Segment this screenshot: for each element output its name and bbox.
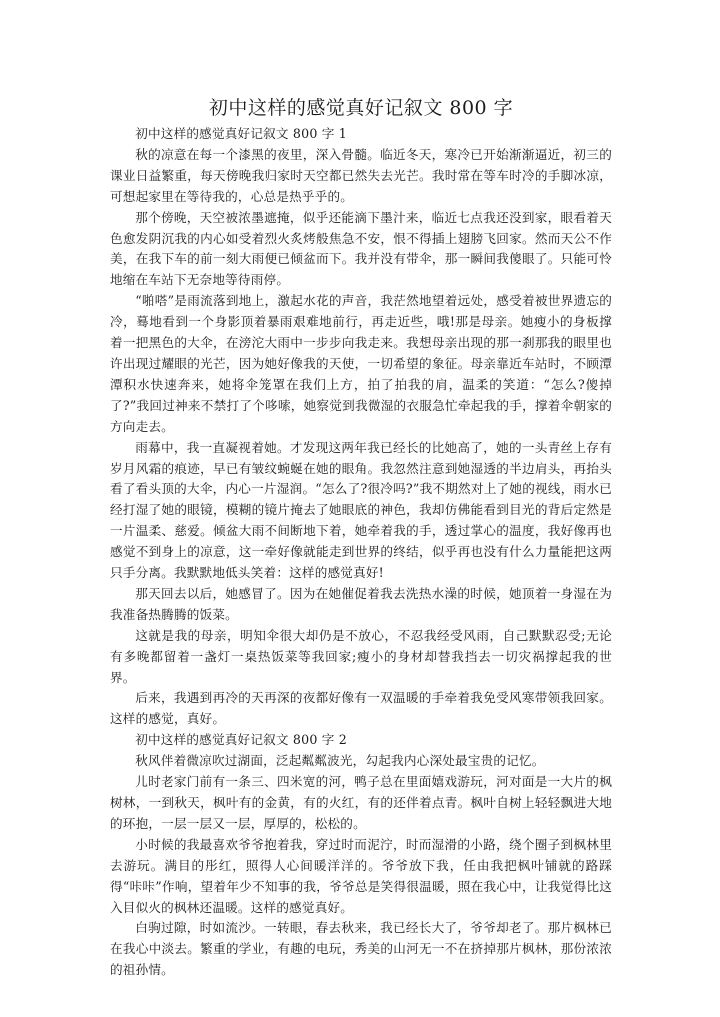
paragraph: “啪嗒”是雨流落到地上，激起水花的声音，我茫然地望着远处，感受着被世界遗忘的冷，蓦地看到一个身影顶着暴雨艰难地前行，再走近些，哦!那是母亲。她瘦小的身板撑着一把黑色的大伞，在滂沱大雨中一步步向我走来。我想母亲出现的那一刹那我的眼里也许出现过耀眼的光芒，因为她好像我的天使，一切希望的象征。母亲靠近车站时，不顾潭潭积水快速奔来，她将伞笼罩在我们上方，拍了拍我的肩，温柔的笑道：“怎么?傻掉了?”我回过神来不禁打了个哆嗦，她察觉到我微湿的衣服急忙牵起我的手，撑着伞朝家的方向走去。 bbox=[110, 293, 612, 434]
document-page bbox=[110, 96, 612, 981]
paragraph: 儿时老家门前有一条三、四米宽的河，鸭子总在里面嬉戏游玩，河对面是一大片的枫树林，一到秋天，枫叶有的金黄，有的火红，有的还伴着点青。枫叶自树上轻轻飘进大地的环抱，一层一层又一层，厚厚的，松松的。 bbox=[110, 774, 612, 831]
paragraph: 小时候的我最喜欢爷爷抱着我，穿过时而泥泞，时而湿滑的小路，绕个圈子到枫林里去游玩。满目的彤红，照得人心间暖洋洋的。爷爷放下我，任由我把枫叶铺就的路踩得“咔咔”作响，望着年少不知事的我，爷爷总是笑得很温暖，照在我心中，让我觉得比这入目似火的枫林还温暖。这样的感觉真好。 bbox=[110, 836, 612, 915]
paragraph: 后来，我遇到再冷的天再深的夜都好像有一双温暖的手牵着我免受风寒带领我回家。这样的感觉，真好。 bbox=[110, 690, 612, 727]
paragraph: 白驹过隙，时如流沙。一转眼，春去秋来，我已经长大了，爷爷却老了。那片枫林已在我心中淡去。繁重的学业，有趣的电玩，秀美的山河无一不在挤掉那片枫林，那份浓浓的祖孙情。 bbox=[110, 920, 612, 978]
paragraph: 雨幕中，我一直凝视着她。才发现这两年我已经长的比她高了，她的一头青丝上存有岁月风霜的痕迹，早已有皱纹蜿蜒在她的眼角。我忽然注意到她湿透的半边肩头，再抬头看了看头顶的大伞，内心一片湿润。“怎么了?很冷吗?”我不期然对上了她的视线，雨水已经打湿了她的眼镜，模糊的镜片掩去了她眼底的神色，我却仿佛能看到目光的背后定然是一片温柔、慈爱。倾盆大雨不间断地下着，她牵着我的手，透过掌心的温度，我好像再也感觉不到身上的凉意，这一牵好像就能走到世界的终结，似乎再也没有什么力量能把这两只手分离。我默默地低头笑着：这样的感觉真好! bbox=[110, 439, 612, 581]
section-heading-1: 初中这样的感觉真好记叙文 800 字 1 bbox=[135, 126, 347, 141]
paragraph: 那天回去以后，她感冒了。因为在她催促着我去洗热水澡的时候，她顶着一身湿在为我准备热腾腾的饭菜。 bbox=[110, 585, 612, 622]
document-title: 初中这样的感觉真好记叙文 800 字 bbox=[208, 97, 514, 119]
paragraph: 秋风伴着微凉吹过湖面，泛起粼粼波光，勾起我内心深处最宝贵的记忆。 bbox=[135, 753, 545, 769]
section-heading-2: 初中这样的感觉真好记叙文 800 字 2 bbox=[135, 732, 347, 748]
paragraph: 那个傍晚，天空被浓墨遮掩，似乎还能滴下墨汁来，临近七点我还没到家，眼看着天色愈发阴沉我的内心如受着烈火炙烤般焦急不安，恨不得插上翅膀飞回家。然而天公不作美，在我下车的前一刻大雨便已倾盆而下。我并没有带伞，那一瞬间我傻眼了。只能可怜地缩在车站下无奈地等待雨停。 bbox=[110, 209, 612, 288]
paragraph: 秋的凉意在每一个漆黑的夜里，深入骨髓。临近冬天，寒冷已开始渐渐逼近，初三的课业日益繁重，每天傍晚我归家时天空都已然失去光芒。我时常在等车时冷的手脚冰凉，可想起家里在等待我的，心总是热乎乎的。 bbox=[110, 146, 612, 204]
paragraph: 这就是我的母亲，明知伞很大却仍是不放心，不忍我经受风雨，自己默默忍受;无论有多晚都留着一盏灯一桌热饭菜等我回家;瘦小的身材却替我挡去一切灾祸撑起我的世界。 bbox=[110, 627, 612, 685]
